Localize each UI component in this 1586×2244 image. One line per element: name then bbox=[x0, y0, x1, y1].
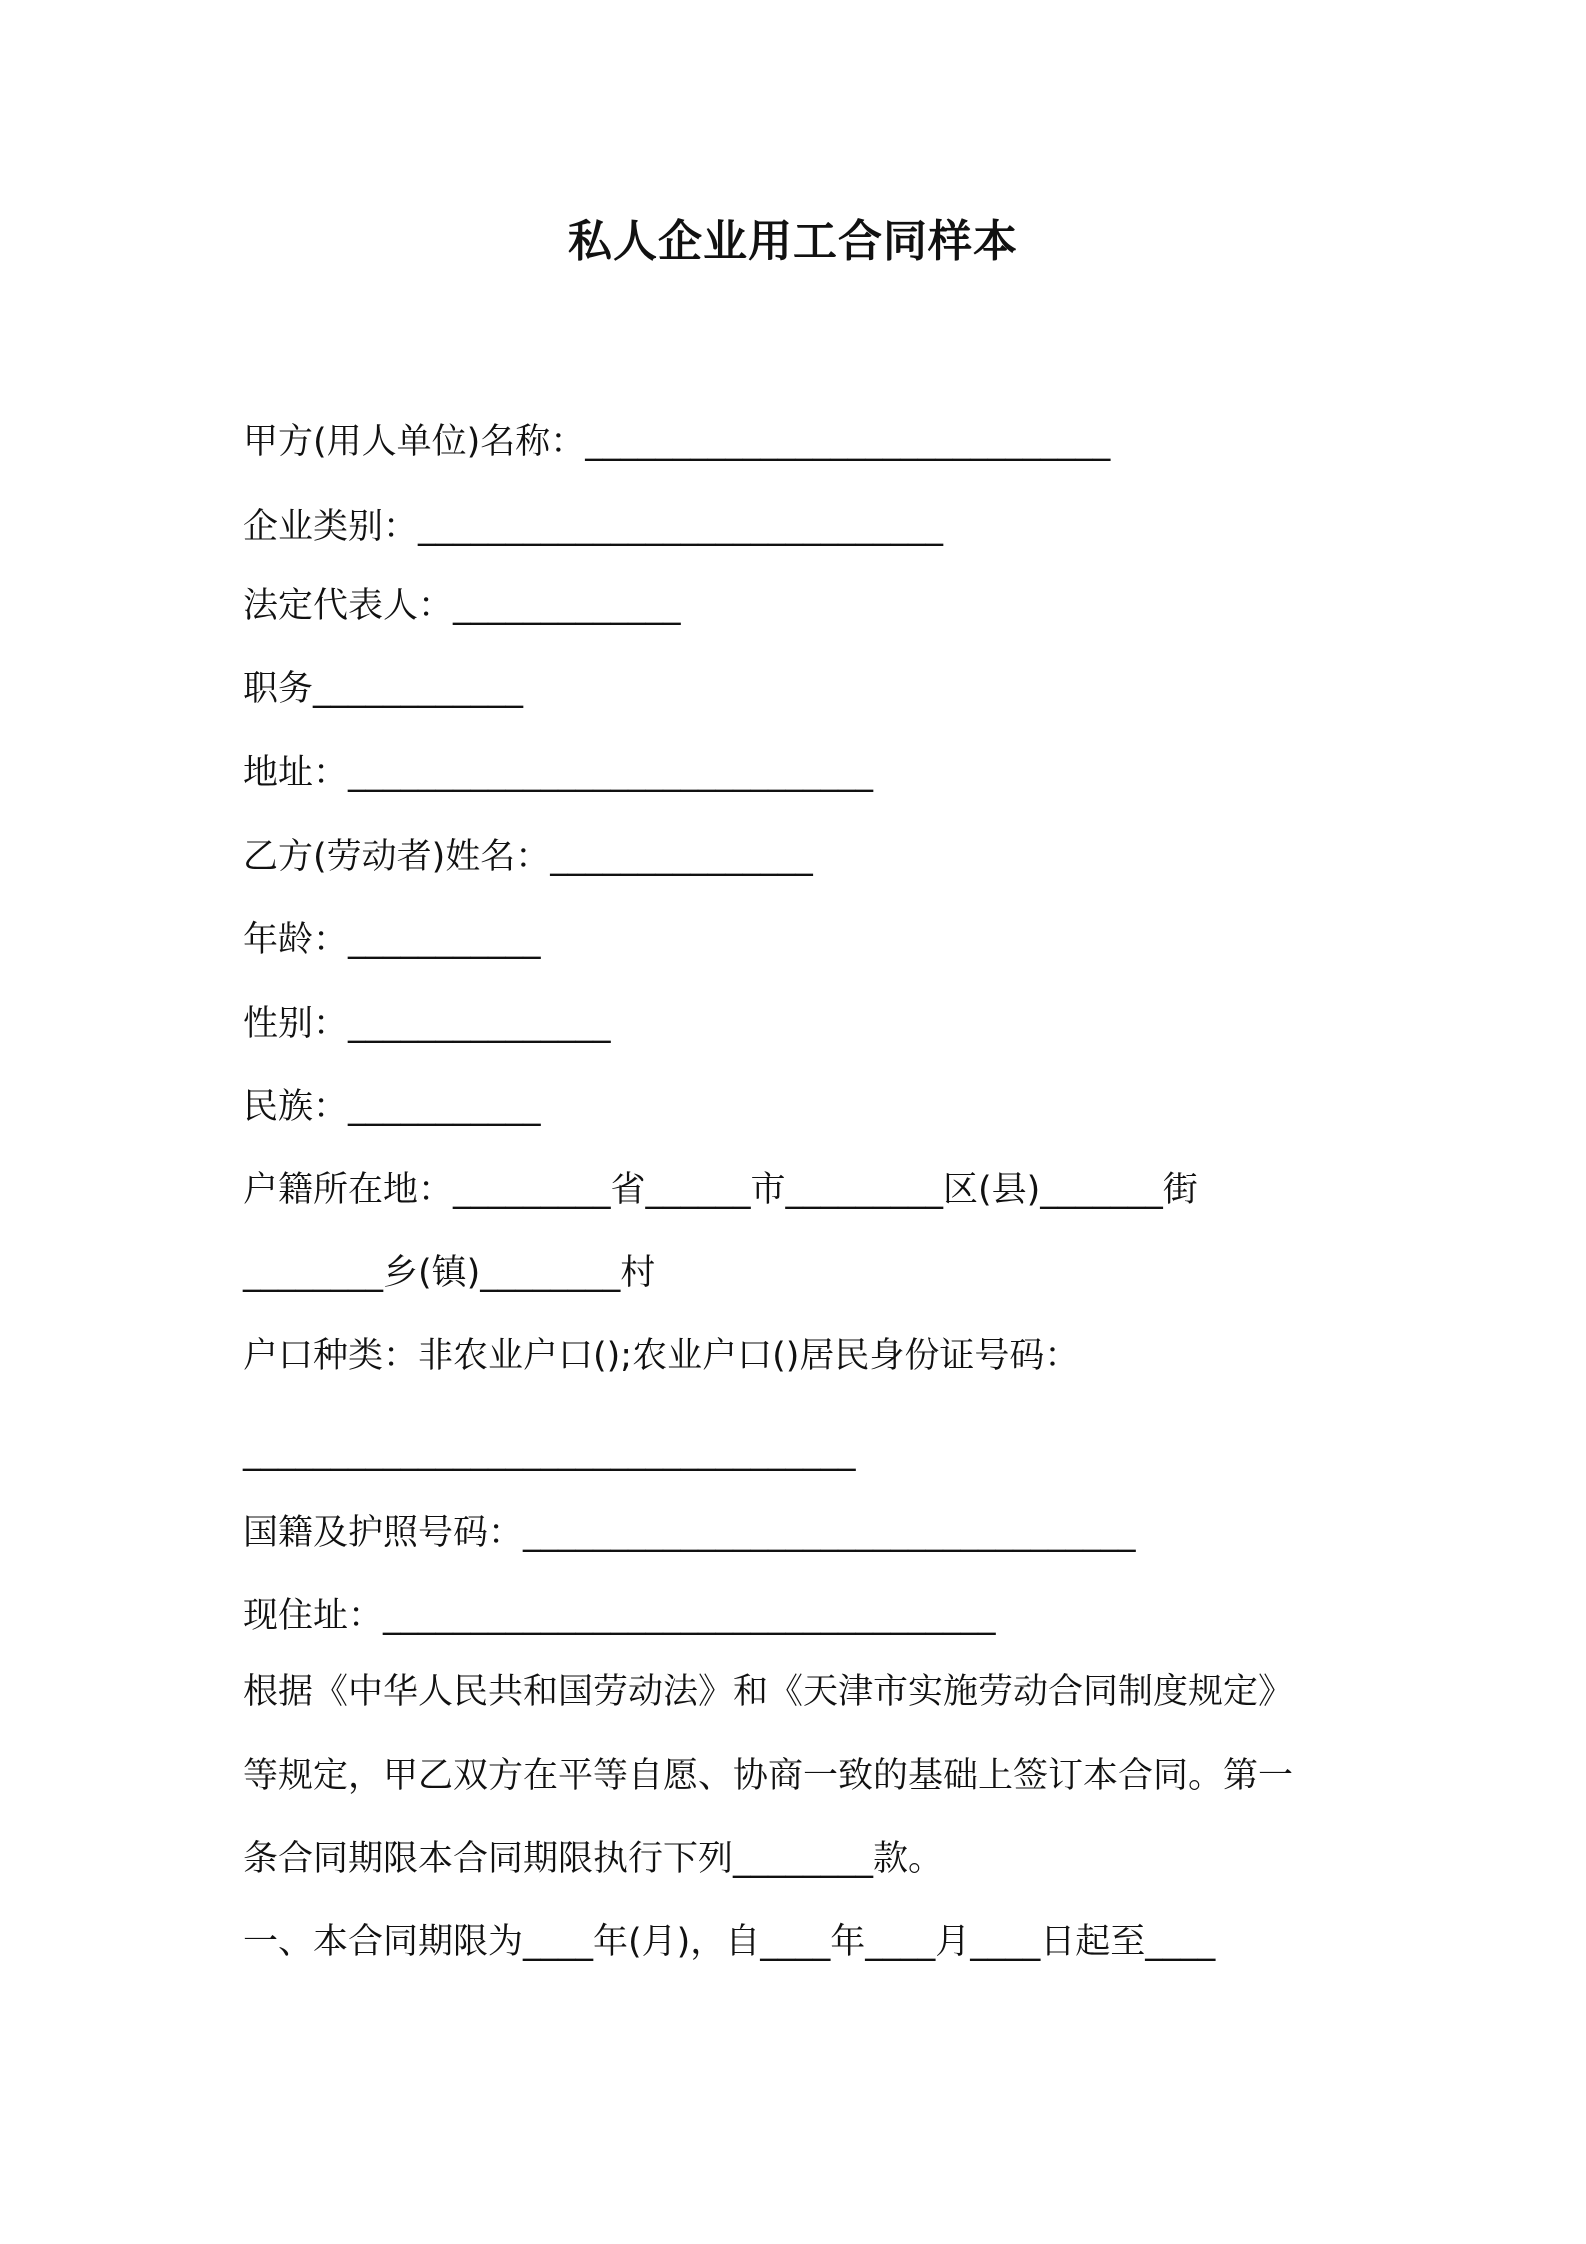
ethnicity-field: 民族：___________ bbox=[243, 1087, 541, 1127]
nationality-passport-field: 国籍及护照号码：___________________________________ bbox=[243, 1513, 1136, 1553]
party-b-name-field: 乙方(劳动者)姓名：_______________ bbox=[243, 837, 813, 877]
body-paragraph-line-3: 条合同期限本合同期限执行下列________款。 bbox=[243, 1839, 944, 1879]
party-a-name-field: 甲方(用人单位)名称：______________________________ bbox=[243, 422, 1111, 462]
contract-term-clause: 一、本合同期限为____年(月)，自____年____月____日起至____ bbox=[243, 1922, 1216, 1962]
household-registration-field: 户籍所在地：_________省______市_________区(县)_______街 bbox=[243, 1170, 1198, 1210]
hukou-type-id-field: 户口种类：非农业户口();农业户口()居民身份证号码： bbox=[243, 1336, 1080, 1376]
enterprise-type-field: 企业类别：______________________________ bbox=[243, 507, 944, 547]
current-address-field: 现住址：___________________________________ bbox=[243, 1596, 996, 1636]
age-field: 年龄：___________ bbox=[243, 920, 541, 960]
address-field: 地址：______________________________ bbox=[243, 753, 874, 793]
gender-field: 性别：_______________ bbox=[243, 1004, 611, 1044]
id-number-blank: ___________________________________ bbox=[243, 1432, 856, 1472]
position-field: 职务____________ bbox=[243, 669, 524, 709]
household-registration-field-continued: ________乡(镇)________村 bbox=[243, 1253, 656, 1293]
body-paragraph-line-2: 等规定，甲乙双方在平等自愿、协商一致的基础上签订本合同。第一 bbox=[243, 1756, 1294, 1796]
legal-representative-field: 法定代表人：_____________ bbox=[243, 586, 681, 626]
document-title: 私人企业用工合同样本 bbox=[568, 216, 1018, 267]
body-paragraph-line-1: 根据《中华人民共和国劳动法》和《天津市实施劳动合同制度规定》 bbox=[243, 1672, 1294, 1712]
